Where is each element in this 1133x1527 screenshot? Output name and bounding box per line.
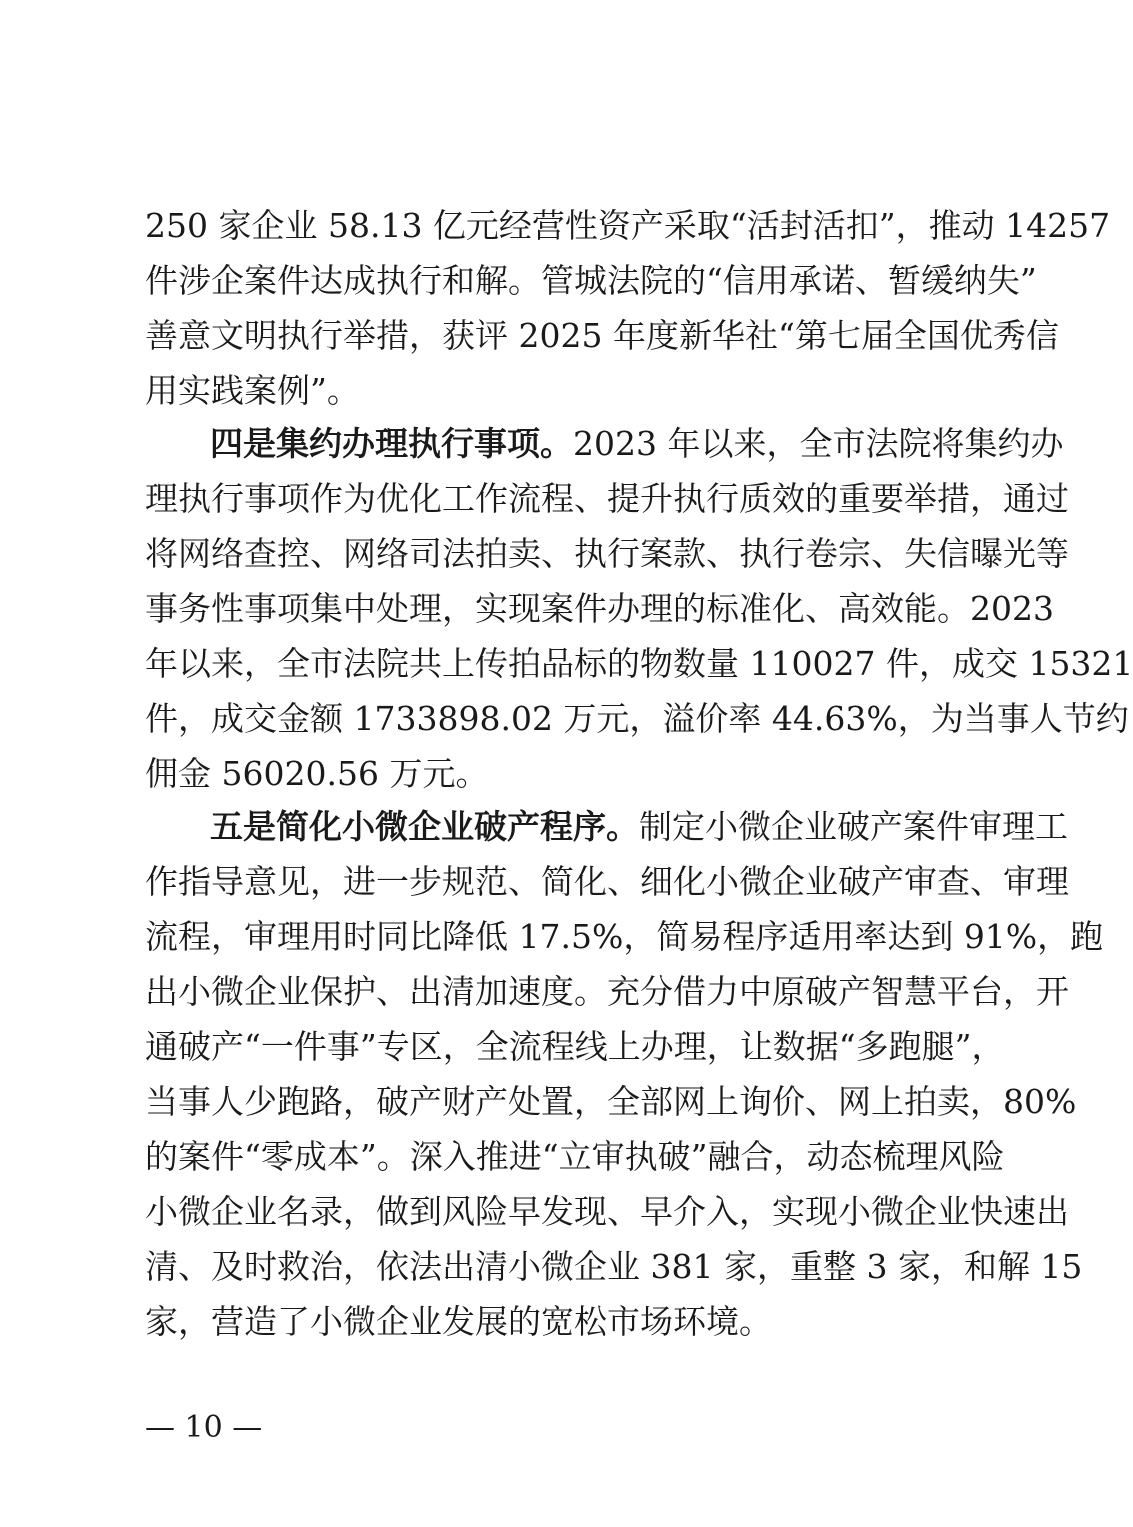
paragraph-2-line-1-text: 2023 年以来，全市法院将集约办 [573,424,1064,463]
paragraph-1-line-1: 250 家企业 58.13 亿元经营性资产采取“活封活扣”，推动 14257 [145,206,1111,245]
paragraph-2-line-3: 将网络查控、网络司法拍卖、执行案款、执行卷宗、失信曝光等 [145,534,1069,573]
page-number: — 10 — [145,1410,263,1445]
paragraph-3-line-9: 清、及时救治，依法出清小微企业 381 家，重整 3 家，和解 15 [145,1247,1083,1286]
paragraph-3-line-5: 通破产“一件事”专区，全流程线上办理，让数据“多跑腿”， [145,1027,1005,1066]
paragraph-3-line-1-text: 制定小微企业破产案件审理工 [639,807,1068,846]
paragraph-3-line-1 [210,805,1068,849]
paragraph-1-line-2: 件涉企案件达成执行和解。管城法院的“信用承诺、暂缓纳失” [145,261,1037,300]
paragraph-2-line-7: 佣金 56020.56 万元。 [145,754,489,793]
paragraph-2-line-1 [210,422,1064,466]
paragraph-2-line-5: 年以来，全市法院共上传拍品标的物数量 110027 件，成交 15321 [145,644,1133,683]
paragraph-3-line-7: 的案件“零成本”。深入推进“立审执破”融合，动态梳理风险 [145,1137,1005,1176]
paragraph-2-heading: 四是集约办理执行事项。 [210,424,573,463]
paragraph-2-line-2: 理执行事项作为优化工作流程、提升执行质效的重要举措，通过 [145,479,1069,518]
paragraph-3-line-4: 出小微企业保护、出清加速度。充分借力中原破产智慧平台，开 [145,972,1069,1011]
paragraph-1-line-4: 用实践案例”。 [145,371,360,410]
paragraph-2-line-4: 事务性事项集中处理，实现案件办理的标准化、高效能。2023 [145,589,1054,628]
paragraph-3-heading: 五是简化小微企业破产程序。 [210,807,639,846]
paragraph-3-line-10: 家，营造了小微企业发展的宽松市场环境。 [145,1302,772,1341]
paragraph-3-line-6: 当事人少跑路，破产财产处置，全部网上询价、网上拍卖，80% [145,1082,1077,1121]
paragraph-3-line-8: 小微企业名录，做到风险早发现、早介入，实现小微企业快速出 [145,1192,1069,1231]
paragraph-3-line-2: 作指导意见，进一步规范、简化、细化小微企业破产审查、审理 [145,862,1069,901]
paragraph-1-line-3: 善意文明执行举措，获评 2025 年度新华社“第七届全国优秀信 [145,316,1059,355]
paragraph-3-line-3: 流程，审理用时同比降低 17.5%，简易程序适用率达到 91%，跑 [145,917,1104,956]
paragraph-2-line-6: 件，成交金额 1733898.02 万元，溢价率 44.63%，为当事人节约 [145,699,1129,738]
